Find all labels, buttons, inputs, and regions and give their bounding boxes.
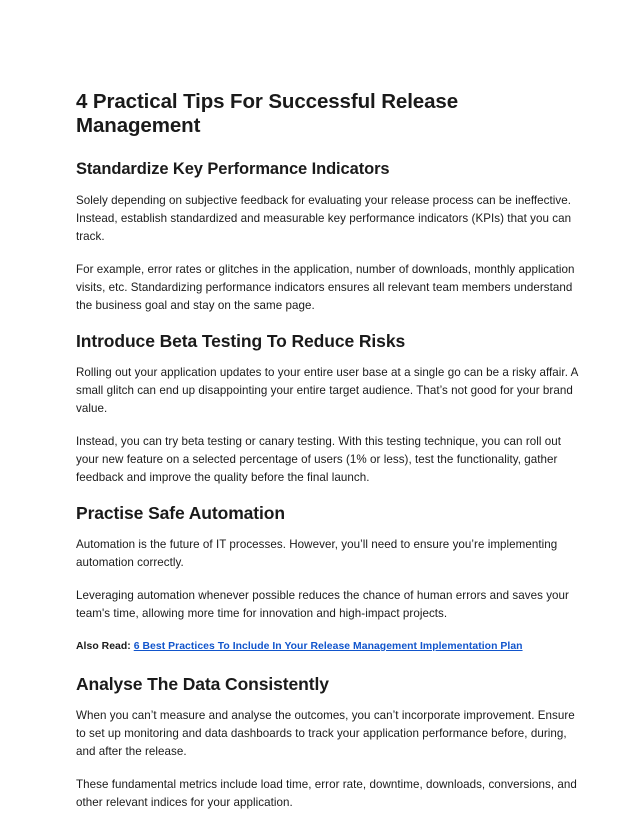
paragraph-analyse-data-1: When you can’t measure and analyse the outcomes, you can’t incorporate improvement. Ensure to set up monitoring and data dashboards to track your application performance before, during, and after the release.: [76, 709, 575, 758]
paragraph-automation-2: Leveraging automation whenever possible reduces the chance of human errors and saves your team's time, allowing more time for innovation and high-impact projects.: [76, 589, 569, 620]
document-title: 4 Practical Tips For Successful Release Management: [76, 90, 458, 137]
also-read-line: [76, 638, 578, 656]
also-read-label: Also Read:: [76, 641, 131, 652]
section-heading-beta-testing: Introduce Beta Testing To Reduce Risks: [76, 331, 406, 351]
paragraph-beta-testing-2: Instead, you can try beta testing or canary testing. With this testing technique, you can roll out your new feature on a selected percentage of users (1% or less), test the functionality, gather feedback and improve the quality before the final launch.: [76, 435, 562, 484]
section-heading-automation: Practise Safe Automation: [76, 503, 285, 523]
also-read-link[interactable]: 6 Best Practices To Include In Your Release Management Implementation Plan: [133, 641, 523, 652]
paragraph-kpis-1: Solely depending on subjective feedback for evaluating your release process can be ineffective. Instead, establish standardized and measurable key performance indicators (KPIs) that you can track.: [76, 194, 572, 243]
paragraph-analyse-data-2: These fundamental metrics include load time, error rate, downtime, downloads, conversions, and other relevant indices for your application.: [76, 778, 577, 809]
paragraph-beta-testing-1: Rolling out your application updates to your entire user base at a single go can be a risky affair. A small glitch can end up disappointing your entire target audience. That’s not good for your brand value.: [76, 366, 578, 415]
paragraph-kpis-2: For example, error rates or glitches in the application, number of downloads, monthly application visits, etc. Standardizing performance indicators ensures all relevant team members understand the business goal and stay on the same page.: [76, 263, 575, 312]
paragraph-automation-1: Automation is the future of IT processes. However, you’ll need to ensure you’re implementing automation correctly.: [76, 538, 558, 569]
section-heading-analyse-data: Analyse The Data Consistently: [76, 674, 329, 694]
section-heading-kpis: Standardize Key Performance Indicators: [76, 160, 390, 178]
